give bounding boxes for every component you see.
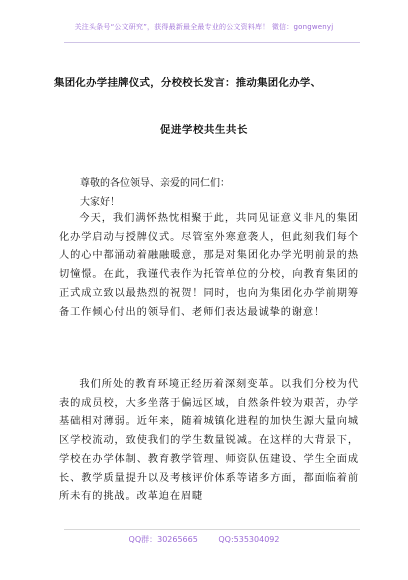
header-divider — [64, 42, 360, 43]
body-paragraph: 我们所处的教育环境正经历着深刻变革。以我们分校为代表的成员校，大多坐落于偏远区域，自然条件较为艰苦，办学基础相对薄弱。近年来，随着城镇化进程的加快生源大量向城区学校流动，致使我们的学生数量锐减。在这样的大背景下，学校在办学体制、教育教学管理、师资队伍建设、学生全面成长、教学质量提升以及考核评价体系等诸多方面，都面临着前所未有的挑战。改革迫在眉睫 — [59, 379, 359, 503]
greeting: 大家好！ — [80, 197, 120, 208]
footer — [0, 534, 408, 545]
header-banner: 关注头条号“公文研究”，获得最新最全最专业的公文资料库！ 微信：gongwenyj — [74, 23, 334, 31]
salutation: 尊敬的各位领导、亲爱的同仁们： — [80, 178, 230, 189]
body-paragraph: 今天，我们满怀热忱相聚于此，共同见证意义非凡的集团化办学启动与授牌仪式。尽管室外寒意袭人，但此刻我们每个人的心中都涌动着融融暖意，那是对集团化办学光明前景的热切憧憬。在此，我谨代表作为托管单位的分校，向教育集团的正式成立致以最热烈的祝贺！同时，也向为集团化办学前期筹备工作倾心付出的领导们、老师们表达最诚挚的谢意！ — [59, 213, 359, 318]
document-title-line-2: 促进学校共生共长 — [160, 124, 248, 136]
document-title-line-1: 集团化办学挂牌仪式，分校校长发言：推动集团化办学、 — [54, 77, 322, 89]
footer-divider — [64, 529, 360, 530]
footer-qq-group: QQ群：30265665 — [128, 535, 198, 544]
footer-qq: QQ:535304092 — [218, 535, 280, 544]
